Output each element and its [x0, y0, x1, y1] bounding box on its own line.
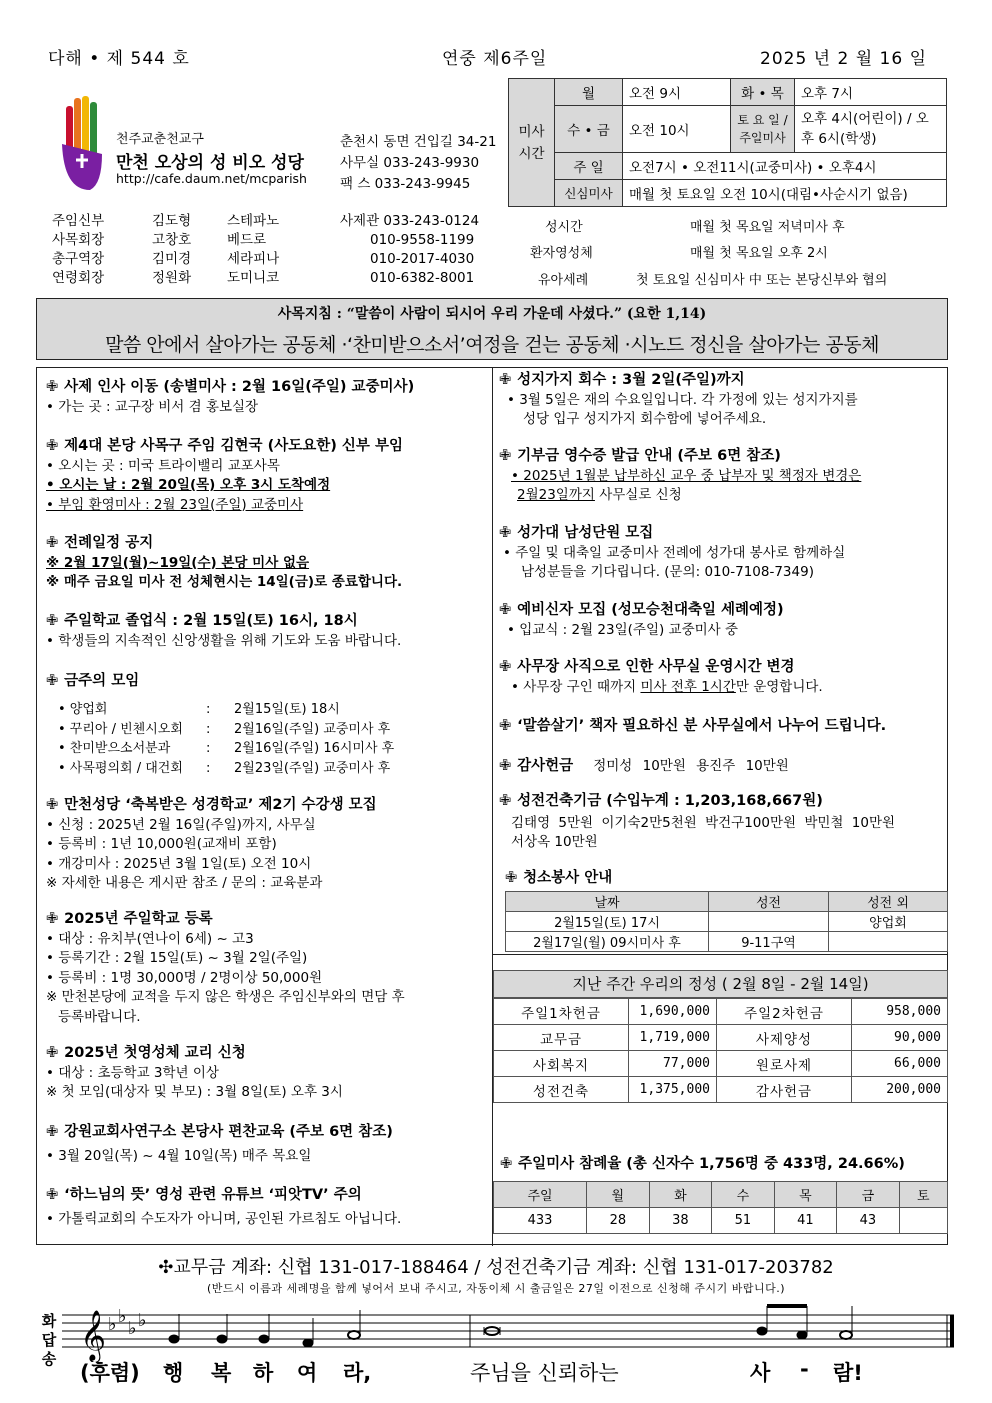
section-title: 청소봉사 안내	[523, 870, 613, 886]
section-title: ‘말씀살기’ 책자 필요하신 분 사무실에서 나누어 드립니다.	[517, 718, 887, 734]
section-line: • 가톨릭교회의 수도자가 아니며, 공인된 가르침도 아닙니다.	[46, 1210, 402, 1227]
service-name: 환자영성체	[530, 246, 593, 261]
staff-contact: 010-9558-1199	[370, 232, 475, 248]
attendance-table	[493, 1181, 948, 1234]
lyric: 라,	[343, 1361, 372, 1385]
cross-icon: ✙	[499, 758, 512, 774]
cross-icon: ✙	[46, 673, 59, 689]
staff-role: 총구역장	[52, 251, 105, 267]
mass-times-label: 미사시간	[509, 79, 555, 207]
section-title: 2025년 첫영성체 교리 신청	[64, 1045, 246, 1061]
table-cell: 감사헌금	[717, 1077, 852, 1103]
section-line: • 입교식 : 2월 23일(주일) 교중미사 중	[507, 621, 739, 638]
svg-text:𝄞: 𝄞	[80, 1310, 107, 1361]
cross-icon: ✙	[46, 1045, 59, 1061]
table-cell: 원로사제	[717, 1051, 852, 1077]
mass-day: 화 • 목	[731, 79, 795, 106]
cross-icon: ✙	[46, 438, 59, 454]
section-title: 만천성당 ‘축복받은 성경학교’ 제2기 수강생 모집	[64, 797, 377, 813]
cross-icon: ✙	[505, 870, 518, 886]
section-title: 성가대 남성단원 모집	[517, 525, 654, 541]
table-cell: 주일2차헌금	[717, 999, 852, 1025]
lyric: 여	[297, 1361, 318, 1385]
bulletin-date: 2025 년 2 월 16 일	[760, 49, 927, 69]
lyric: 주님을 신뢰하는	[470, 1361, 619, 1385]
section-line: 서상옥 10만원	[511, 834, 598, 850]
table-header: 월	[587, 1182, 650, 1208]
section-title: 강원교회사연구소 본당사 편찬교육 (주보 6면 참조)	[64, 1124, 393, 1140]
table-cell	[899, 1208, 947, 1234]
psalm-label: 화답송	[41, 1312, 57, 1368]
staff-name: 김미경	[152, 251, 192, 267]
lyric: -	[800, 1357, 809, 1381]
section-line: • 등록비 : 1년 10,000원(교재비 포함)	[46, 836, 277, 852]
section-line: • 등록비 : 1명 30,000명 / 2명이상 50,000원	[46, 969, 323, 986]
mass-time: 매월 첫 토요일 오전 10시(대림•사순시기 없음)	[623, 180, 947, 207]
lyric: 사	[750, 1361, 771, 1385]
table-cell: 2월17일(월) 09시미사 후	[506, 932, 709, 952]
table-cell: 사제양성	[717, 1025, 852, 1051]
music-staff	[62, 1300, 957, 1362]
service-desc: 매월 첫 목요일 저녁미사 후	[690, 220, 845, 235]
cross-icon: ✙	[499, 372, 512, 388]
staff-baptism: 도미니코	[227, 270, 280, 286]
parish-logo	[60, 94, 104, 192]
table-header: 날짜	[506, 892, 709, 912]
section-line: • 부임 환영미사 : 2월 23일(주일) 교중미사	[46, 496, 304, 513]
table-cell: 1,375,000	[629, 1077, 717, 1103]
table-cell: 2월15일(토) 17시	[506, 912, 709, 932]
table-cell: 교무금	[494, 1025, 629, 1051]
cross-icon: ✙	[499, 793, 512, 809]
table-cell: 51	[712, 1208, 775, 1234]
table-header: 금	[837, 1182, 900, 1208]
svg-text:♭: ♭	[128, 1318, 137, 1339]
table-header: 목	[774, 1182, 837, 1208]
section-title: 2025년 주일학교 등록	[64, 911, 213, 927]
cross-icon: ✙	[499, 448, 512, 464]
fax-number: 팩 스 033-243-9945	[340, 176, 471, 192]
section-line: • 오시는 곳 : 미국 트라이밸리 교포사목	[46, 457, 280, 474]
service-desc: 매월 첫 목요일 오후 2시	[690, 246, 828, 261]
cross-icon: ✙	[46, 379, 59, 395]
cross-icon: ✙	[46, 797, 59, 813]
table-cell: 958,000	[852, 999, 948, 1025]
table-header: 주일	[494, 1182, 587, 1208]
section-line: • 개강미사 : 2025년 3월 1일(토) 오전 10시	[46, 855, 312, 872]
staff-role: 주임신부	[52, 213, 105, 229]
mass-time: 오전7시 • 오전11시(교중미사) • 오후4시	[623, 153, 947, 180]
section-title: 주일학교 졸업식 : 2월 15일(토) 16시, 18시	[64, 613, 358, 629]
section-line: • 등록기간 : 2월 15일(토) ~ 3월 2일(주일)	[46, 950, 308, 966]
mass-time: 오전 9시	[623, 79, 731, 106]
cross-icon: ✙	[46, 911, 59, 927]
section-title: 성지가지 회수 : 3월 2일(주일)까지	[517, 372, 745, 388]
section-line: • 사무장 구인 때까지	[511, 678, 641, 695]
section-title: 사제 인사 이동 (송별미사 : 2월 16일(주일) 교중미사)	[64, 379, 415, 395]
section-title: 사무장 사직으로 인한 사무실 운영시간 변경	[517, 659, 795, 675]
accounts-note: (반드시 이름과 세례명을 함께 넣어서 보내 주시고, 자동이체 시 출금일은 27일 이전으로 신청해 주시기 바랍니다.)	[206, 1282, 786, 1295]
table-cell: 성전건축	[494, 1077, 629, 1103]
meeting-name: • 사목평의회 / 대건회	[58, 760, 183, 776]
mass-times-table	[508, 78, 947, 207]
table-cell	[829, 932, 948, 952]
table-cell: 41	[774, 1208, 837, 1234]
meeting-date: 2월16일(주일) 교중미사 후	[234, 721, 391, 737]
motto-line2: 말씀 안에서 살아가는 공동체 ·‘찬미받으소서’여정을 걷는 공동체 ·시노드 정신을 살아가는 공동체	[105, 334, 879, 356]
meeting-date: 2월16일(주일) 16시미사 후	[234, 741, 395, 756]
section-title: 전례일정 공지	[64, 535, 154, 551]
attendance-title: ✙ 주일미사 참례율 (총 신자수 1,756명 중 433명, 24.66%)	[500, 1156, 905, 1172]
table-cell: 1,690,000	[629, 999, 717, 1025]
service-desc: 첫 토요일 신심미사 中 또는 본당신부와 협의	[636, 273, 888, 288]
cross-icon: ✙	[46, 1187, 59, 1203]
meeting-name: • 찬미받으소서분과	[58, 741, 171, 756]
section-line: 등록바랍니다.	[58, 1008, 141, 1025]
offering-title: 지난 주간 우리의 정성 ( 2월 8일 - 2월 14일)	[493, 970, 948, 998]
section-line: • 대상 : 초등학교 3학년 이상	[46, 1064, 219, 1081]
staff-name: 정원화	[152, 270, 192, 286]
section-line: 2월23일까지	[517, 487, 595, 503]
staff-role: 사목회장	[52, 232, 105, 248]
mass-time: 오전 10시	[623, 105, 731, 152]
cross-icon: ✙	[499, 718, 512, 734]
lyric: (후렴)	[80, 1361, 140, 1385]
table-cell: 9-11구역	[709, 932, 829, 952]
section-line: 성당 입구 성지가지 회수함에 넣어주세요.	[523, 411, 767, 427]
section-title: 예비신자 모집 (성모승천대축일 세례예정)	[517, 602, 784, 618]
section-line: ※ 2월 17일(월)~19일(수) 본당 미사 없음	[46, 554, 310, 571]
section-line: • 학생들의 지속적인 신앙생활을 위해 기도와 도움 바랍니다.	[46, 632, 402, 649]
mass-day: 토 요 일 / 주일미사	[731, 105, 795, 152]
section-title: 기부금 영수증 발급 안내 (주보 6면 참조)	[517, 448, 781, 464]
staff-contact: 010-6382-8001	[370, 270, 475, 286]
section-line: • 가는 곳 : 교구장 비서 겸 홍보실장	[46, 398, 259, 415]
mass-day: 주 일	[555, 153, 623, 180]
lyric: 람!	[833, 1361, 863, 1385]
table-header: 성전 외	[829, 892, 948, 912]
motto-line1: 사목지침 : “말씀이 사람이 되시어 우리 가운데 사셨다.” (요한 1,14)	[277, 306, 707, 322]
mass-day: 수 • 금	[555, 105, 623, 152]
cross-icon: ✙	[46, 535, 59, 551]
table-header: 성전	[709, 892, 829, 912]
staff-baptism: 베드로	[227, 232, 267, 248]
pastoral-motto	[36, 298, 948, 360]
table-cell: 200,000	[852, 1077, 948, 1103]
bank-accounts: ✣교무금 계좌: 신협 131-017-188464 / 성전건축기금 계좌: 신협 131-017-203782	[158, 1257, 834, 1278]
cleaning-table	[505, 891, 948, 952]
section-line: • 2025년 1월분 납부하신 교우 중 납부자 및 책정자 변경은	[511, 467, 862, 484]
section-title: 제4대 본당 사목구 주임 김현국 (사도요한) 신부 부임	[64, 438, 403, 454]
table-cell: 양업회	[829, 912, 948, 932]
section-line: • 오시는 날 : 2월 20일(목) 오후 3시 도착예정	[46, 477, 331, 493]
staff-contact: 010-2017-4030	[370, 251, 475, 267]
cross-icon: ✙	[46, 613, 59, 629]
cross-icon: ✙	[499, 659, 512, 675]
section-line: • 신청 : 2025년 2월 16일(주일)까지, 사무실	[46, 816, 316, 833]
section-title: 성전건축기금 (수입누계 : 1,203,168,667원)	[517, 793, 823, 809]
meeting-date: 2월15일(토) 18시	[234, 702, 340, 717]
staff-name: 김도형	[152, 213, 192, 229]
section-title: ‘하느님의 뜻’ 영성 관련 유튜브 ‘피앗TV’ 주의	[64, 1187, 362, 1203]
staff-name: 고창호	[152, 232, 192, 248]
issue-number: 다해 • 제 544 호	[48, 49, 190, 69]
meeting-date: 2월23일(주일) 교중미사 후	[234, 760, 391, 776]
section-line: 미사 전후 1시간	[640, 678, 736, 695]
table-cell: 주일1차헌금	[494, 999, 629, 1025]
section-line: ※ 자세한 내용은 게시판 참조 / 문의 : 교육분과	[46, 875, 323, 891]
cross-icon: ✙	[500, 1156, 513, 1172]
table-header: 화	[649, 1182, 712, 1208]
section-line: 만 운영합니다.	[735, 678, 823, 695]
section-line: 사무실로 신청	[594, 487, 682, 503]
parish-url[interactable]: http://cafe.daum.net/mcparish	[116, 171, 307, 186]
service-name: 성시간	[545, 220, 583, 235]
staff-role: 연령회장	[52, 270, 105, 286]
section-line: ※ 매주 금요일 미사 전 성체현시는 14일(금)로 종료합니다.	[46, 574, 403, 590]
table-cell: 1,719,000	[629, 1025, 717, 1051]
section-line: • 3월 5일은 재의 수요일입니다. 각 가정에 있는 성지가지를	[507, 391, 858, 408]
section-title: 감사헌금	[517, 758, 574, 774]
table-cell: 38	[649, 1208, 712, 1234]
svg-text:♭: ♭	[108, 1314, 117, 1335]
table-cell: 66,000	[852, 1051, 948, 1077]
section-line: • 주일 및 대축일 교중미사 전례에 성가대 봉사로 함께하실	[503, 544, 846, 561]
table-header: 수	[712, 1182, 775, 1208]
service-name: 유아세례	[538, 273, 589, 288]
section-title: 금주의 모임	[64, 673, 140, 689]
table-cell: 77,000	[629, 1051, 717, 1077]
section-line: ※ 첫 모임(대상자 및 부모) : 3월 8일(토) 오후 3시	[46, 1084, 343, 1100]
mass-time: 오후 4시(어린이) / 오후 6시(학생)	[795, 105, 947, 152]
lyric: 복	[211, 1361, 232, 1385]
table-cell: 90,000	[852, 1025, 948, 1051]
section-line: 김태영 5만원 이기숙2만5천원 박건구100만원 박민철 10만원	[511, 814, 896, 831]
cross-icon: ✙	[499, 525, 512, 541]
offering-table	[493, 998, 948, 1103]
office-phone: 사무실 033-243-9930	[340, 155, 480, 171]
psalm-lyrics	[0, 1357, 992, 1387]
mass-time: 오후 7시	[795, 79, 947, 106]
table-header: 토	[899, 1182, 947, 1208]
staff-baptism: 스테파노	[227, 213, 280, 229]
mass-day: 신심미사	[555, 180, 623, 207]
staff-contact: 사제관 033-243-0124	[340, 213, 480, 229]
parish-address: 춘천시 동면 건입길 34-21	[340, 134, 497, 150]
lyric: 행	[163, 1361, 184, 1385]
staff-baptism: 세라피나	[227, 251, 280, 267]
table-cell: 28	[587, 1208, 650, 1234]
svg-text:♭: ♭	[138, 1310, 147, 1331]
cross-icon: ✙	[499, 602, 512, 618]
liturgical-sunday: 연중 제6주일	[442, 49, 548, 69]
table-cell: 433	[494, 1208, 587, 1234]
mass-day: 월	[555, 79, 623, 106]
table-cell: 사회복지	[494, 1051, 629, 1077]
section-line: • 3월 20일(목) ~ 4월 10일(목) 매주 목요일	[46, 1147, 312, 1164]
meeting-name: • 양업회	[58, 702, 108, 717]
table-cell	[709, 912, 829, 932]
section-line: 정미성 10만원 용진주 10만원	[593, 758, 789, 774]
diocese-name: 천주교춘천교구	[116, 132, 204, 147]
lyric: 하	[253, 1361, 274, 1385]
table-cell: 43	[837, 1208, 900, 1234]
svg-text:♭: ♭	[118, 1306, 127, 1327]
cross-icon: ✙	[46, 1124, 59, 1140]
section-line: ※ 만천본당에 교적을 두지 않은 학생은 주임신부와의 면담 후	[46, 989, 405, 1005]
section-line: 남성분들을 기다립니다. (문의: 010-7108-7349)	[521, 564, 814, 580]
parish-name: 만천 오상의 성 비오 성당	[116, 153, 304, 173]
meeting-name: • 꾸리아 / 빈첸시오회	[58, 721, 183, 737]
flower-icon: ✣	[158, 1257, 174, 1278]
section-line: • 대상 : 유치부(연나이 6세) ~ 고3	[46, 930, 254, 947]
